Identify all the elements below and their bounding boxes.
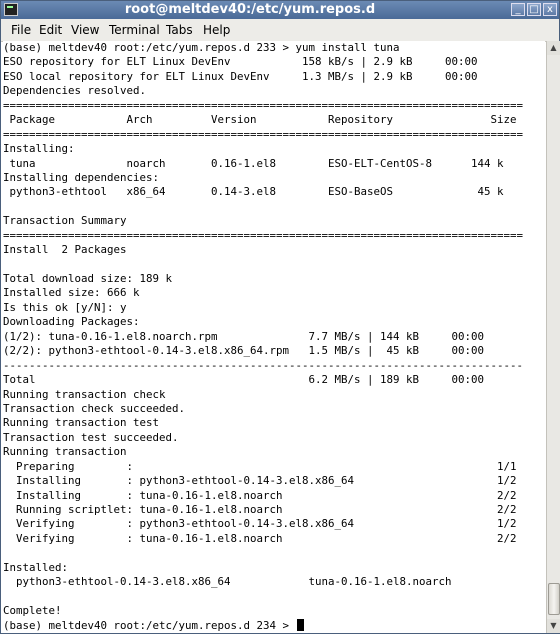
- menu-tabs[interactable]: Tabs: [166, 23, 193, 37]
- title-bar[interactable]: [1, 1, 559, 19]
- maximize-button[interactable]: □: [527, 3, 541, 16]
- terminal-line: Running scriptlet: tuna-0.16-1.el8.noarch 2/2: [3, 503, 517, 516]
- terminal-line: ESO local repository for ELT Linux DevEnv 1.3 MB/s | 2.9 kB 00:00: [3, 69, 478, 83]
- terminal-line: Preparing : 1/1: [3, 459, 517, 473]
- terminal-line: Complete!: [3, 604, 62, 618]
- terminal-line: Installing:: [3, 142, 75, 156]
- minimize-button[interactable]: _: [511, 3, 525, 16]
- terminal-line: python3-ethtool-0.14-3.el8.x86_64 tuna-0.16-1.el8.noarch: [3, 575, 452, 589]
- terminal-line: Transaction Summary: [3, 214, 127, 228]
- text-cursor: [297, 619, 304, 631]
- terminal-line: [3, 546, 545, 560]
- terminal-line: ================================================================================: [3, 98, 524, 112]
- terminal-line: Installed:: [3, 560, 69, 574]
- terminal-line: ================================================================================: [3, 127, 524, 141]
- terminal-line: Installing : python3-ethtool-0.14-3.el8.x86_64 1/2: [3, 474, 517, 488]
- terminal-line: [3, 258, 545, 272]
- terminal-line: Installed size: 666 k: [3, 286, 140, 300]
- terminal-line: Is this ok [y/N]: y: [3, 300, 127, 314]
- terminal-line: python3-ethtool x86_64 0.14-3.el8 ESO-BaseOS 45 k: [3, 185, 504, 199]
- terminal-line: ESO repository for ELT Linux DevEnv 158 kB/s | 2.9 kB 00:00: [3, 55, 478, 69]
- terminal-line: Running transaction test: [3, 416, 160, 430]
- scrollbar-thumb[interactable]: [548, 583, 560, 615]
- terminal-line: Verifying : python3-ethtool-0.14-3.el8.x86_64 1/2: [3, 517, 517, 531]
- terminal-line: Transaction check succeeded.: [3, 401, 186, 415]
- terminal-line: Total download size: 189 k: [3, 272, 173, 285]
- terminal-output[interactable]: [3, 41, 545, 633]
- terminal-line: [3, 200, 545, 214]
- command-prompt[interactable]: [3, 619, 545, 633]
- menu-edit[interactable]: Edit: [39, 23, 63, 37]
- menu-bar: [1, 19, 559, 42]
- terminal-line: Package Arch Version Repository Size: [3, 113, 517, 127]
- terminal-line: Total 6.2 MB/s | 189 kB 00:00: [3, 373, 485, 387]
- terminal-line: Installing : tuna-0.16-1.el8.noarch 2/2: [3, 488, 517, 502]
- terminal-line: Transaction test succeeded.: [3, 430, 179, 444]
- terminal-line: Running transaction check: [3, 387, 166, 401]
- vertical-scrollbar[interactable]: [546, 41, 560, 633]
- scroll-up-arrow-icon[interactable]: ▲: [547, 41, 560, 55]
- terminal-text: [3, 41, 545, 633]
- menu-view[interactable]: View: [71, 23, 100, 37]
- terminal-line: Installing dependencies:: [3, 170, 160, 184]
- terminal-line: Verifying : tuna-0.16-1.el8.noarch 2/2: [3, 531, 517, 545]
- prompt-text: (base) meltdev40 root:/etc/yum.repos.d 234 >: [3, 618, 296, 632]
- terminal-line: (base) meltdev40 root:/etc/yum.repos.d 233 > yum install tuna: [3, 41, 400, 54]
- close-button[interactable]: x: [543, 3, 557, 16]
- terminal-line: (2/2): python3-ethtool-0.14-3.el8.x86_64.rpm 1.5 MB/s | 45 kB 00:00: [3, 344, 485, 358]
- terminal-line: tuna noarch 0.16-1.el8 ESO-ELT-CentOS-8 144 k: [3, 156, 504, 170]
- menu-terminal[interactable]: Terminal: [109, 23, 160, 37]
- terminal-line: Dependencies resolved.: [3, 84, 147, 98]
- scroll-down-arrow-icon[interactable]: ▼: [547, 619, 560, 633]
- terminal-line: ================================================================================: [3, 228, 524, 242]
- menu-file[interactable]: File: [11, 23, 32, 37]
- terminal-line: Running transaction: [3, 445, 127, 459]
- terminal-line: Downloading Packages:: [3, 315, 140, 329]
- terminal-line: Install 2 Packages: [3, 243, 127, 257]
- window-title: root@meltdev40:/etc/yum.repos.d: [124, 2, 376, 17]
- terminal-line: [3, 590, 545, 604]
- terminal-line: (1/2): tuna-0.16-1.el8.noarch.rpm 7.7 MB/s | 144 kB 00:00: [3, 329, 485, 343]
- menu-help[interactable]: Help: [203, 23, 231, 37]
- terminal-line: --------------------------------------------------------------------------------: [3, 358, 524, 372]
